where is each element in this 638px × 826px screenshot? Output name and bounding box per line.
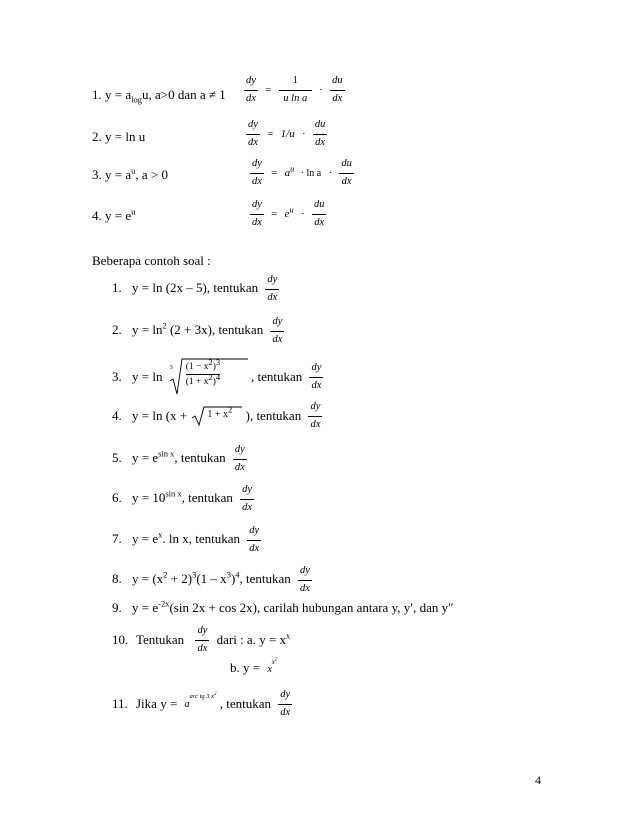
formula-4-lhs: 4. $y = e^u$ (92, 206, 136, 223)
dy-dx-fraction: $\frac{dy}{dx}$ (248, 119, 258, 148)
example-8: 8. $y = (x^2 + 2)^3(1 - x^3)^4$, tentukan $\frac{dy}{dx}$ (112, 565, 310, 594)
formula-3-rhs: $\frac{dy}{dx}$ = $a^u \cdot \ln a$ · $\frac{du}{dx}$ (252, 158, 352, 187)
example-1: 1. y = ln (2x – 5), tentukan $\frac{dy}{dx}$ (112, 274, 278, 303)
example-6: 6. $y = 10^{sin x}$, tentukan $\frac{dy}{dx}$ (112, 484, 253, 513)
du-dx-fraction: $\frac{du}{dx}$ (341, 158, 352, 187)
example-10b: b. $y = x^{x^2}$ (230, 657, 278, 675)
example-11: 11. Jika $y = a^{arc tg 3 x^2}$ , tentukan $\frac{dy}{dx}$ (112, 689, 291, 718)
formula-1-lhs: 1. $y = a_{log}u$, a>0 dan a ≠ 1 (92, 87, 226, 105)
formula-2-rhs: $\frac{dy}{dx}$ = 1/u · $\frac{du}{dx}$ (248, 119, 326, 148)
dy-dx-fraction: $\frac{dy}{dx}$ (252, 199, 262, 228)
example-4: 4. y = ln (x + $1 + x^2$ ), tentukan $\frac{dy}{dx}$ (112, 401, 321, 430)
one-over-u-ln-a: $\frac{1}{\text{u ln a}}$ (279, 76, 312, 104)
du-dx-fraction: $\frac{du}{dx}$ (332, 75, 343, 104)
root-fraction: $(1 - x^2)^3$ $(1 + x^2)^4$ (185, 357, 221, 388)
dy-dx-fraction: $\frac{dy}{dx}$ (252, 158, 262, 187)
dy-dx-fraction: $\frac{dy}{dx}$ (267, 274, 278, 303)
dy-dx-fraction: $\frac{dy}{dx}$ (272, 316, 283, 345)
dy-dx-fraction: $\frac{dy}{dx}$ (234, 444, 245, 473)
formula-2-lhs: 2. y = ln u (92, 129, 146, 144)
dy-dx-fraction: $\frac{dy}{dx}$ (197, 625, 208, 654)
examples-heading: Beberapa contoh soal : (92, 253, 211, 268)
formula-3-lhs: 3. $y = a^u$, a > 0 (92, 165, 168, 182)
dy-dx-fraction: $\frac{dy}{dx}$ (242, 484, 253, 513)
square-root: $1 + x^2$ (190, 405, 242, 427)
page-number: 4 (535, 773, 541, 787)
dy-dx-fraction: $\frac{dy}{dx}$ (246, 75, 256, 104)
example-9: 9. $y = e^{-2x}(\sin$ 2x + cos 2x), carilah hubungan antara y, y′, dan y″ (112, 598, 454, 615)
formula-1-rhs: $\frac{dy}{dx}$ = $\frac{1}{\text{u ln a}}$ · $\frac{du}{dx}$ (246, 75, 343, 104)
example-5: 5. $y = e^{sin x}$, tentukan $\frac{dy}{dx}$ (112, 444, 245, 473)
example-7: 7. $y = e^x$. ln x, tentukan $\frac{dy}{dx}$ (112, 525, 260, 554)
dy-dx-fraction: $\frac{dy}{dx}$ (311, 362, 322, 391)
example-10: 10. Tentukan $\frac{dy}{dx}$ dari : a. $y = x^x$ (112, 625, 291, 654)
dy-dx-fraction: $\frac{dy}{dx}$ (249, 525, 260, 554)
dy-dx-fraction: $\frac{dy}{dx}$ (300, 565, 310, 594)
dy-dx-fraction: $\frac{dy}{dx}$ (280, 689, 291, 718)
dy-dx-fraction: $\frac{dy}{dx}$ (310, 401, 321, 430)
formula-4-rhs: $\frac{dy}{dx}$ = $e^u$ · $\frac{du}{dx}$ (252, 199, 325, 228)
example-2: 2. $y = \ln^2 (2 + 3x)$, tentukan $\frac{dy}{dx}$ (112, 316, 283, 345)
du-dx-fraction: $\frac{du}{dx}$ (313, 199, 325, 228)
example-3: 3. y = ln 3 $(1 - x^2)^3$ $(1 + x^2)^4$ , tentukan $\frac{dy}{dx}$ (112, 357, 323, 397)
du-dx-fraction: $\frac{du}{dx}$ (314, 119, 326, 148)
cube-root: 3 $(1 - x^2)^3$ $(1 + x^2)^4$ (168, 357, 248, 397)
